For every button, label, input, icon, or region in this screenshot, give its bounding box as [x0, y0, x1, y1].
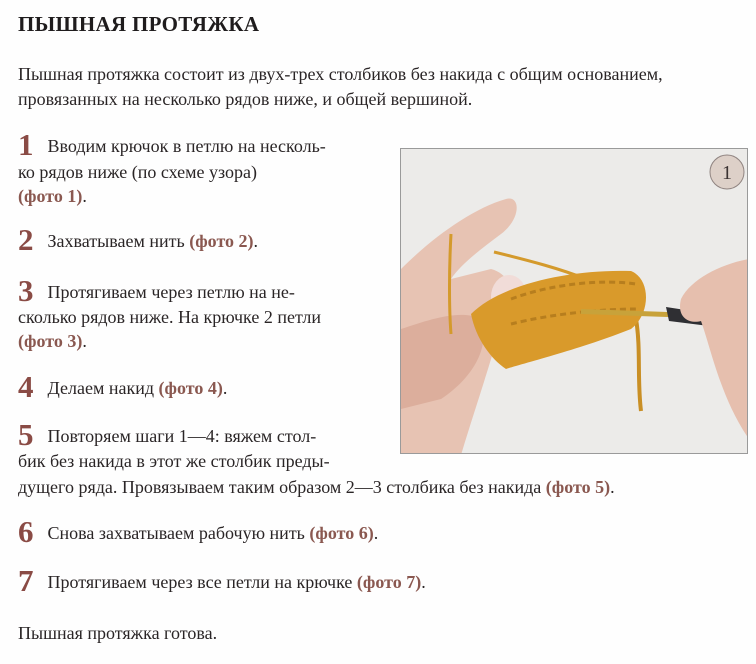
step-text: дущего ряда. Провязываем таким образом 2—3 столбика без накида (фото 5). [18, 477, 615, 497]
photo-ref: (фото 6) [309, 523, 374, 543]
step-text: Делаем накид [47, 378, 154, 398]
step-text: Захватываем нить [47, 231, 185, 251]
step-number: 1 [18, 127, 34, 162]
step-text: Протягиваем через все петли на крючке [47, 572, 353, 592]
page-title: ПЫШНАЯ ПРОТЯЖКА [18, 12, 260, 36]
step-text: сколько рядов ниже. На крючке 2 петли [18, 307, 321, 327]
intro-line: провязанных на несколько рядов ниже, и общей вершиной. [18, 89, 473, 109]
photo-ref: (фото 3) [18, 331, 83, 351]
step-number: 7 [18, 563, 34, 598]
photo-ref: (фото 4) [158, 378, 223, 398]
step-1 [18, 127, 326, 162]
photo-ref: (фото 7) [356, 572, 422, 592]
step-photo [400, 148, 748, 454]
step-2: 2 Захватываем нить (фото 2). [18, 222, 259, 257]
step-text: Вводим крючок в петлю на несколь- [47, 136, 326, 156]
step-5 [18, 417, 317, 452]
step-4: 4 Делаем накид (фото 4). [18, 369, 228, 404]
step-text: ко рядов ниже (по схеме узора) [18, 162, 258, 182]
step-ref-line: (фото 3). [18, 331, 87, 351]
intro-line: Пышная протяжка состоит из двух-трех столбиков без накида с общим основанием, [18, 64, 663, 84]
photo-ref: (фото 1) [18, 186, 83, 206]
photo-number-badge: 1 [722, 162, 732, 184]
step-text: Снова захватываем рабочую нить [47, 523, 305, 543]
step-number: 6 [18, 514, 34, 549]
step-text: Повторяем шаги 1—4: вяжем стол- [47, 426, 317, 446]
step-number: 3 [18, 273, 34, 308]
step-ref-line: (фото 1). [18, 186, 87, 206]
step-number: 2 [18, 222, 34, 257]
step-text: Протягиваем через петлю на не- [47, 282, 295, 302]
step-3 [18, 273, 295, 308]
photo-ref: (фото 2) [189, 231, 254, 251]
step-7: 7 Протягиваем через все петли на крючке (фото 7). [18, 563, 426, 598]
final-text: Пышная протяжка готова. [18, 623, 218, 643]
crochet-photo-illustration [401, 149, 748, 454]
step-text: бик без накида в этот же столбик преды- [18, 451, 330, 471]
step-number: 5 [18, 417, 34, 452]
step-6: 6 Снова захватываем рабочую нить (фото 6). [18, 514, 379, 549]
step-number: 4 [18, 369, 34, 404]
photo-ref: (фото 5) [545, 477, 611, 497]
